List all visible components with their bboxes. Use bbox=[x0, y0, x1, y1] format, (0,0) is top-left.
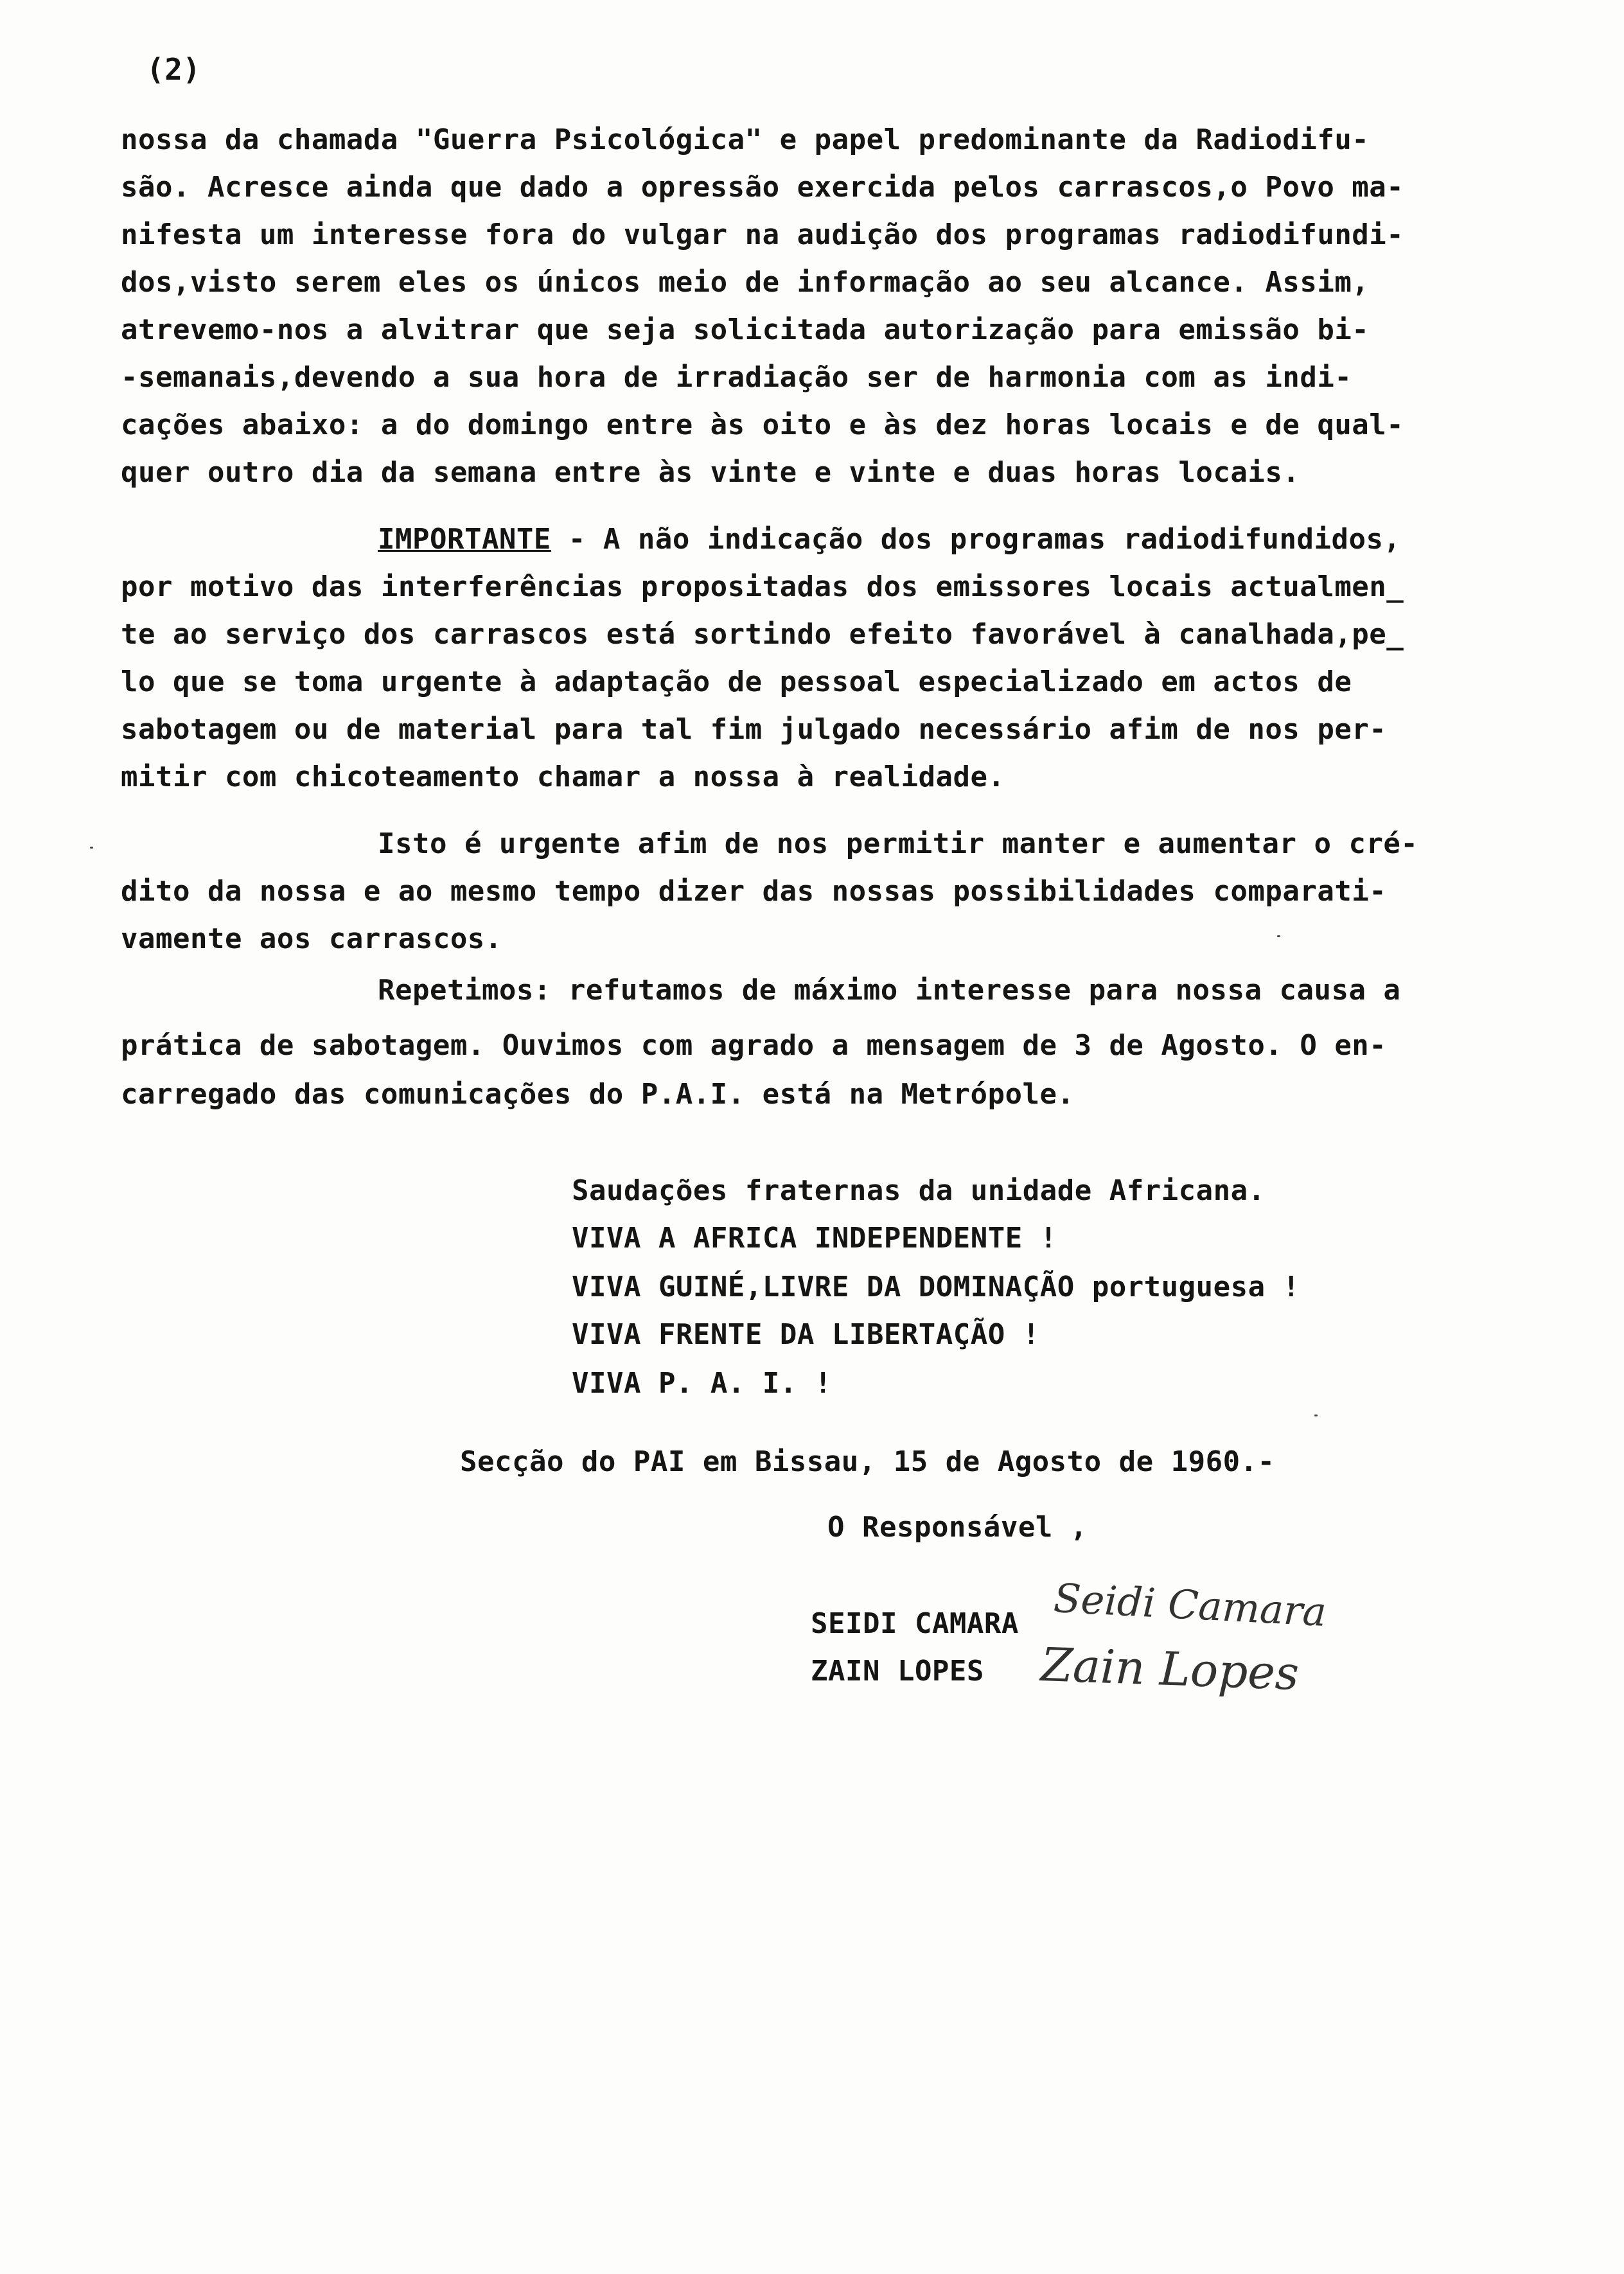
important-text: - A não indicação dos programas radiodifundidos, bbox=[551, 523, 1401, 556]
closing-line: VIVA P. A. I. ! bbox=[572, 1367, 832, 1400]
body-line: dito da nossa e ao mesmo tempo dizer das nossas possibilidades comparati- bbox=[121, 875, 1387, 908]
body-line: -semanais,devendo a sua hora de irradiação ser de harmonia com as indi- bbox=[121, 361, 1352, 394]
body-line: vamente aos carrascos. bbox=[121, 922, 502, 955]
body-line: Repetimos: refutamos de máximo interesse para nossa causa a bbox=[378, 974, 1401, 1007]
scan-speck bbox=[1277, 935, 1280, 937]
body-line: te ao serviço dos carrascos está sortindo efeito favorável à canalhada,pe_ bbox=[121, 618, 1404, 651]
page-number: (2) bbox=[146, 52, 201, 87]
handwritten-signature: Zain Lopes bbox=[1039, 1637, 1300, 1700]
important-label: IMPORTANTE bbox=[378, 523, 551, 556]
body-line: nifesta um interesse fora do vulgar na audição dos programas radiodifundi- bbox=[121, 218, 1404, 251]
closing-line: Saudações fraternas da unidade Africana. bbox=[572, 1174, 1266, 1207]
closing-line: VIVA A AFRICA INDEPENDENTE ! bbox=[572, 1222, 1057, 1255]
body-line: atrevemo-nos a alvitrar que seja solicitada autorização para emissão bi- bbox=[121, 313, 1370, 346]
important-line bbox=[378, 522, 1400, 558]
body-line: prática de sabotagem. Ouvimos com agrado a mensagem de 3 de Agosto. O en- bbox=[121, 1029, 1387, 1062]
body-line: sabotagem ou de material para tal fim julgado necessário afim de nos per- bbox=[121, 713, 1387, 746]
signatory-name: SEIDI CAMARA bbox=[811, 1607, 1019, 1640]
scan-speck bbox=[90, 847, 93, 849]
body-line: mitir com chicoteamento chamar a nossa à realidade. bbox=[121, 761, 1005, 793]
body-line: carregado das comunicações do P.A.I. está na Metrópole. bbox=[121, 1078, 1075, 1111]
body-line: nossa da chamada "Guerra Psicológica" e papel predominante da Radiodifu- bbox=[121, 123, 1370, 156]
closing-line: VIVA FRENTE DA LIBERTAÇÃO ! bbox=[572, 1318, 1040, 1351]
body-line: por motivo das interferências propositadas dos emissores locais actualmen_ bbox=[121, 570, 1404, 603]
scan-speck bbox=[1314, 1415, 1318, 1416]
body-line: são. Acresce ainda que dado a opressão exercida pelos carrascos,o Povo ma- bbox=[121, 171, 1404, 204]
closing-line: VIVA GUINÉ,LIVRE DA DOMINAÇÃO portuguesa ! bbox=[572, 1271, 1300, 1303]
responsible-label: O Responsável , bbox=[827, 1511, 1088, 1544]
body-line: lo que se toma urgente à adaptação de pessoal especializado em actos de bbox=[121, 665, 1352, 698]
place-date: Secção do PAI em Bissau, 15 de Agosto de 1960.- bbox=[460, 1445, 1275, 1478]
body-line: quer outro dia da semana entre às vinte e vinte e duas horas locais. bbox=[121, 456, 1300, 489]
body-line: cações abaixo: a do domingo entre às oito e às dez horas locais e de qual- bbox=[121, 409, 1404, 441]
signatory-name: ZAIN LOPES bbox=[811, 1655, 984, 1688]
handwritten-signature: Seidi Camara bbox=[1052, 1574, 1328, 1636]
body-line: Isto é urgente afim de nos permitir manter e aumentar o cré- bbox=[378, 827, 1418, 860]
body-line: dos,visto serem eles os únicos meio de informação ao seu alcance. Assim, bbox=[121, 266, 1370, 299]
